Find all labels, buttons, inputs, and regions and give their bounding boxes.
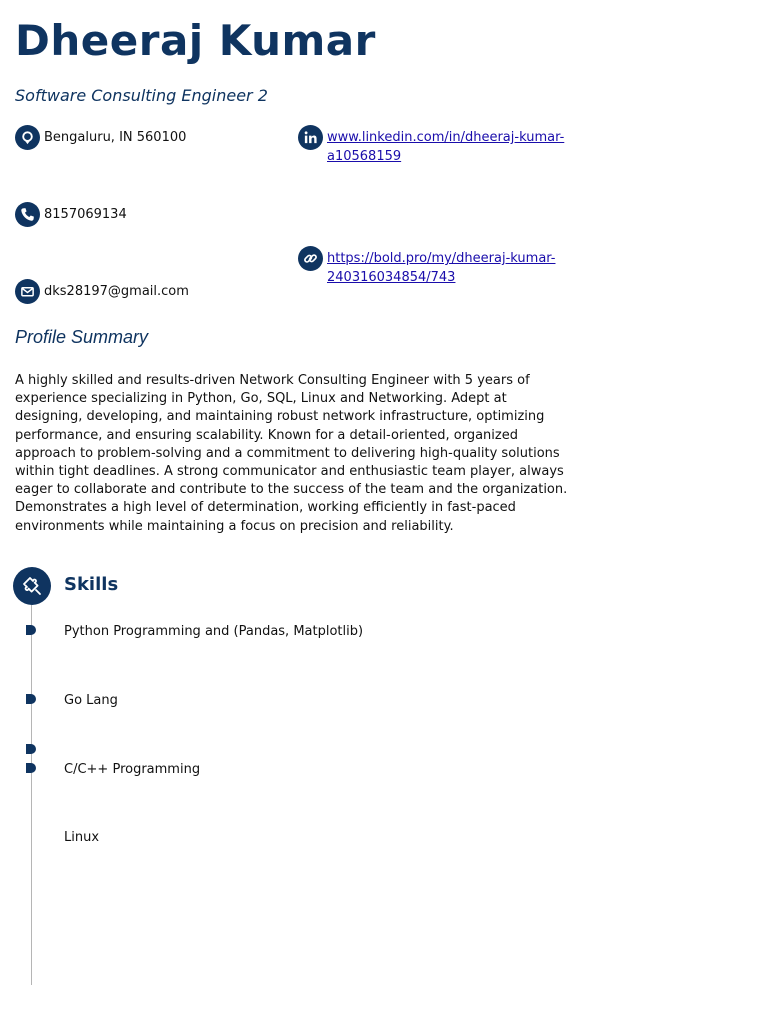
skill-item: Linux	[64, 830, 100, 845]
skills-heading: Skills	[64, 574, 119, 595]
linkedin-icon	[298, 125, 323, 150]
skill-item: Go Lang	[64, 693, 118, 708]
contact-portfolio	[298, 249, 555, 287]
contact-phone	[15, 205, 127, 227]
envelope-icon	[15, 279, 40, 304]
timeline-bullet	[26, 744, 36, 754]
location-pin-icon	[15, 125, 40, 150]
linkedin-link[interactable]: www.linkedin.com/in/dheeraj-kumar- a10568159	[327, 130, 565, 164]
contact-email	[15, 282, 189, 304]
candidate-name: Dheeraj Kumar	[15, 16, 376, 65]
profile-summary-text: A highly skilled and results-driven Network Consulting Engineer with 5 years of experience specializing in Python, Go, SQL, Linux and Networking. Adept at designing, developing, and maintaining robust network infrastructure, optimizing performance, and ensuring scalability. Known for a detail-oriented, organized approach to problem-solving and a commitment to delivering high-quality solutions within tight deadlines. A strong communicator and enthusiastic team player, always eager to collaborate and contribute to the success of the team and the organization. Demonstrates a high level of determination, working efficiently in fast-paced environments while maintaining a focus on precision and reliability.	[15, 373, 568, 534]
profile-summary-heading: Profile Summary	[15, 327, 149, 347]
email-text: dks28197@gmail.com	[44, 284, 189, 299]
skill-item: Python Programming and (Pandas, Matplotlib)	[64, 624, 364, 639]
timeline-bullet	[26, 694, 36, 704]
contact-linkedin	[298, 128, 564, 166]
link-icon	[298, 246, 323, 271]
skill-item: C/C++ Programming	[64, 762, 201, 777]
phone-text: 8157069134	[44, 207, 127, 222]
phone-icon	[15, 202, 40, 227]
job-title: Software Consulting Engineer 2	[15, 86, 268, 105]
timeline-bullet	[26, 763, 36, 773]
puzzle-piece-icon	[13, 567, 51, 605]
location-text: Bengaluru, IN 560100	[44, 130, 187, 145]
portfolio-link[interactable]: https://bold.pro/my/dheeraj-kumar- 240316034854/743	[327, 251, 556, 285]
timeline-bullet	[26, 625, 36, 635]
contact-location	[15, 128, 186, 150]
skills-timeline-line	[31, 605, 32, 985]
